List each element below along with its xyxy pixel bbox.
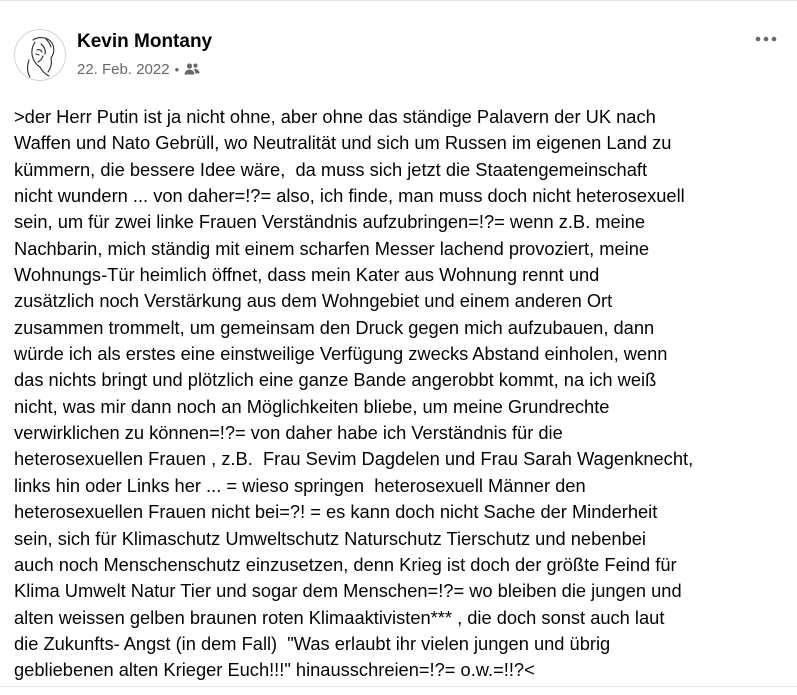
avatar[interactable] [14, 29, 66, 81]
post-text-line: zusätzlich noch Verstärkung aus dem Wohngebiet und einem anderen Ort [14, 290, 613, 312]
more-options-button[interactable] [748, 27, 784, 51]
post-text-line: auch noch Menschenschutz einzusetzen, denn Krieg ist doch der größte Feind für [14, 553, 677, 575]
post-text-line: Klima Umwelt Natur Tier und sogar dem Menschen=!?= wo bleiben die jungen und [14, 580, 682, 602]
divider [0, 686, 797, 687]
post-text-line: Wohnungs-Tür heimlich öffnet, dass mein Kater aus Wohnung rennt und [14, 264, 600, 286]
post-text-line: die Zukunfts- Angst (in dem Fall) "Was erlaubt ihr vielen jungen und übrig [14, 632, 611, 654]
post-text-line: Waffen und Nato Gebrüll, wo Neutralität und sich um Russen im eigenen Land zu [14, 132, 672, 154]
post-text-line: nicht, was mir dann noch an Möglichkeiten bliebe, um meine Grundrechte [14, 395, 610, 417]
post-meta [77, 59, 200, 79]
author-name[interactable]: Kevin Montany [77, 31, 213, 52]
post-text-line: verwirklichen zu können=!?= von daher habe ich Verständnis für die [14, 422, 563, 444]
friends-icon[interactable] [184, 62, 200, 76]
post-text-line: heterosexuellen Frauen , z.B. Frau Sevim Dagdelen und Frau Sarah Wagenknecht, [14, 448, 694, 470]
post-text-line: links hin oder Links her ... = wieso springen heterosexuell Männer den [14, 474, 586, 496]
post-text-line: das nichts bringt und plötzlich eine ganze Bande angerobbt kommt, na ich weiß [14, 369, 657, 391]
avatar-sketch-icon [15, 30, 66, 81]
post-date[interactable]: 22. Feb. 2022 [77, 60, 170, 78]
more-horizontal-icon [755, 36, 777, 42]
post-text-line: alten weissen gelben braunen roten Klimaaktivisten*** , die doch sonst auch laut [14, 606, 665, 628]
post-text-line: Nachbarin, mich ständig mit einem scharfen Messer lachend provoziert, meine [14, 237, 650, 259]
post-text-line: zusammen trommelt, um gemeinsam den Druck gegen mich aufzubauen, dann [14, 316, 655, 338]
post-text-line: >der Herr Putin ist ja nicht ohne, aber ohne das ständige Palavern der UK nach [14, 106, 656, 127]
post-text-line: nicht wundern ... von daher=!?= also, ich finde, man muss doch nicht heterosexuell [14, 185, 685, 207]
post-text-line: heterosexuellen Frauen nicht bei=?! = es kann doch nicht Sache der Minderheit [14, 501, 658, 523]
post-text-line: würde ich als erstes eine einstweilige Verfügung zwecks Abstand einholen, wenn [14, 343, 668, 365]
post-text-line: kümmern, die bessere Idee wäre, da muss sich jetzt die Staatengemeinschaft [14, 158, 648, 180]
post-header [14, 29, 784, 85]
meta-separator: • [174, 61, 180, 77]
post-text-line: gebliebenen alten Krieger Euch!!!" hinausschreien=!?= o.w.=!!?< [14, 659, 535, 681]
post-text-line: sein, um für zwei linke Frauen Verständnis aufzubringen=!?= wenn z.B. meine [14, 211, 646, 233]
post-text-line: sein, sich für Klimaschutz Umweltschutz Naturschutz Tierschutz und nebenbei [14, 527, 646, 549]
post-text [14, 104, 786, 684]
